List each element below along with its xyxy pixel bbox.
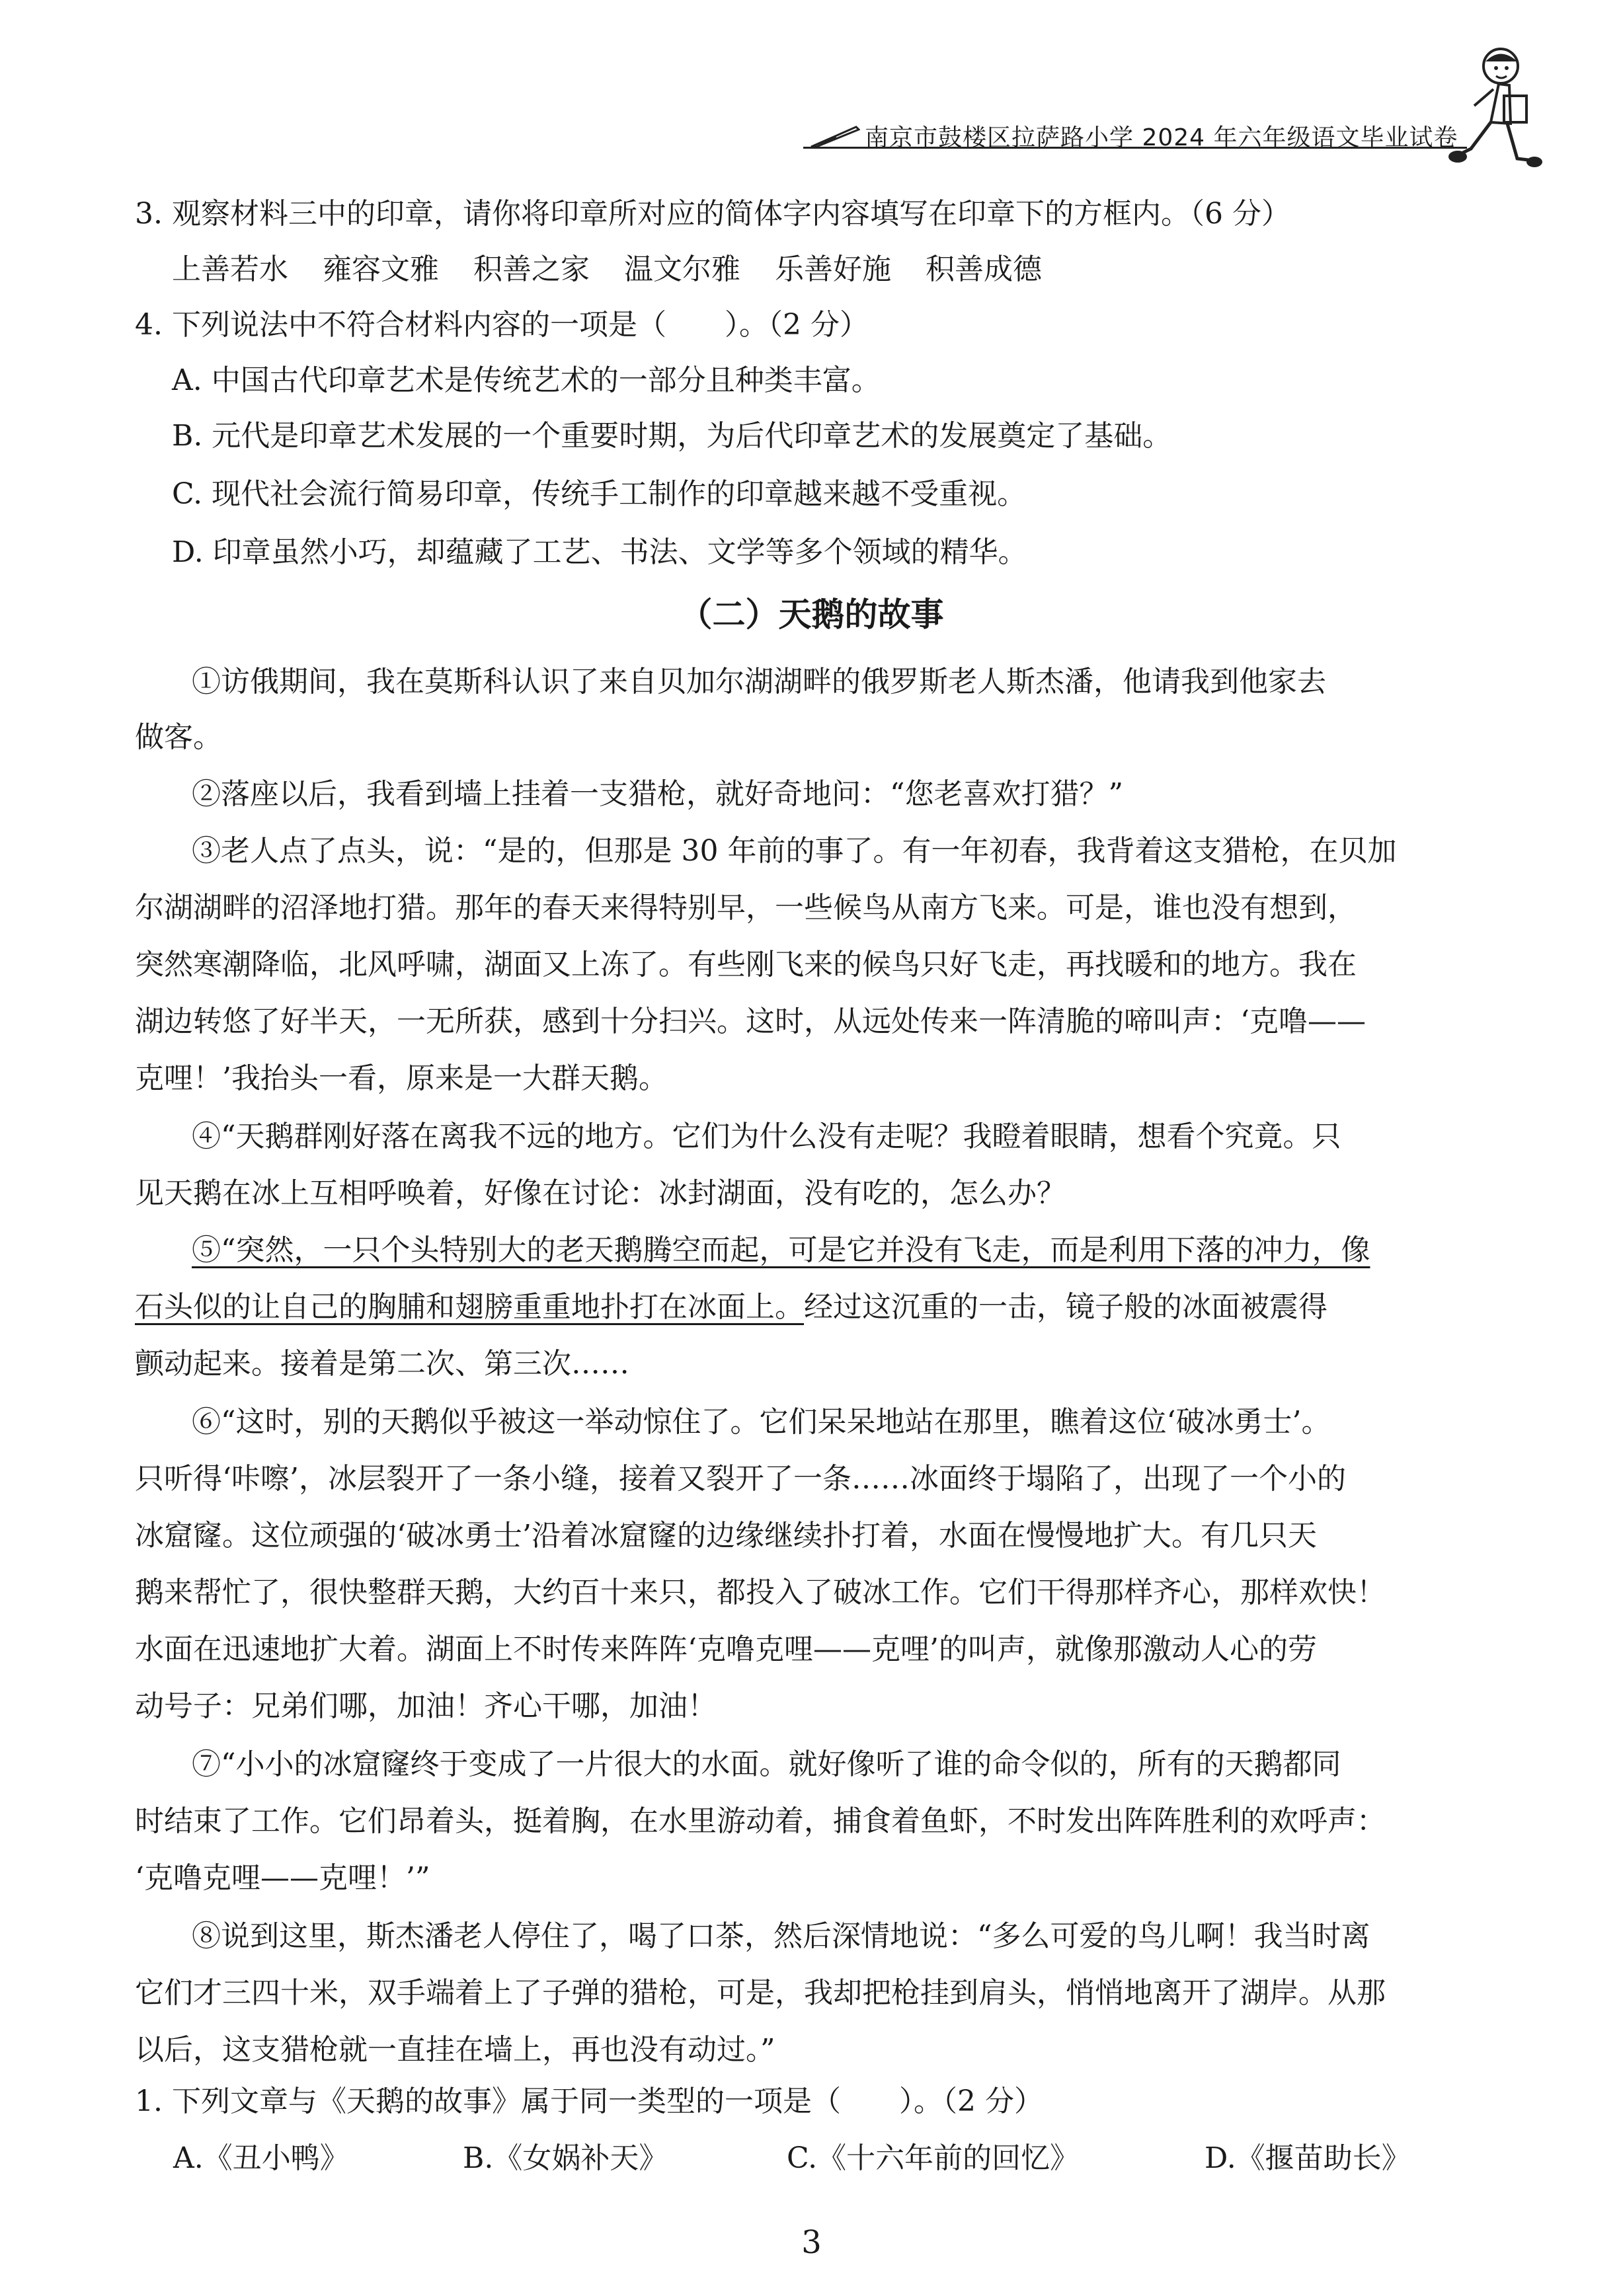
story-line: 只听得‘咔嚓’，冰层裂开了一条小缝，接着又裂开了一条……冰面终于塌陷了，出现了一个小的 — [135, 1462, 1346, 1496]
story-line: ②落座以后，我看到墙上挂着一支猎枪，就好奇地问：“您老喜欢打猎？” — [192, 777, 1123, 811]
story-line: 尔湖湖畔的沼泽地打猎。那年的春天来得特别早，一些候鸟从南方飞来。可是，谁也没有想到， — [135, 891, 1357, 925]
story-line: 动号子：兄弟们哪，加油！齐心干哪，加油！ — [135, 1689, 717, 1723]
page-number: 3 — [801, 2224, 822, 2261]
question-1: 1. 下列文章与《天鹅的故事》属于同一类型的一项是（ ）。（2 分） — [135, 2085, 1043, 2118]
seal-word: 积善之家 — [473, 252, 590, 286]
seal-word: 温文尔雅 — [624, 252, 740, 286]
story-line: 冰窟窿。这位顽强的‘破冰勇士’沿着冰窟窿的边缘继续扑打着，水面在慢慢地扩大。有几只天 — [135, 1519, 1317, 1552]
question-1-option-a: A.《丑小鸭》 — [173, 2141, 349, 2175]
story-line: 鹅来帮忙了，很快整群天鹅，大约百十来只，都投入了破冰工作。它们干得那样齐心，那样欢快！ — [135, 1576, 1386, 1609]
underlined-story-line-part — [135, 1287, 1327, 1327]
story-line-rest: 经过这沉重的一击，镜子般的冰面被震得 — [804, 1290, 1327, 1324]
story-line: 颤动起来。接着是第二次、第三次…… — [135, 1347, 629, 1381]
seal-word: 乐善好施 — [775, 252, 891, 286]
seal-word: 雍容文雅 — [323, 252, 439, 286]
question-1-option-d: D.《揠苗助长》 — [1205, 2141, 1411, 2175]
story-line: ⑦“小小的冰窟窿终于变成了一片很大的水面。就好像听了谁的命令似的，所有的天鹅都同 — [192, 1747, 1341, 1781]
seal-word: 积善成德 — [926, 252, 1042, 286]
question-4-option-a: A. 中国古代印章艺术是传统艺术的一部分且种类丰富。 — [172, 364, 881, 397]
underlined-sentence-end: 石头似的让自己的胸脯和翅膀重重地扑打在冰面上。 — [135, 1290, 804, 1324]
question-4-option-c: C. 现代社会流行简易印章，传统手工制作的印章越来越不受重视。 — [172, 477, 1027, 511]
story-line: 时结束了工作。它们昂着头，挺着胸，在水里游动着，捕食着鱼虾，不时发出阵阵胜利的欢呼声： — [135, 1804, 1386, 1838]
story-line: ④“天鹅群刚好落在离我不远的地方。它们为什么没有走呢？我瞪着眼睛，想看个究竟。只 — [192, 1120, 1341, 1153]
seal-word: 上善若水 — [172, 252, 288, 286]
story-line: ⑥“这时，别的天鹅似乎被这一举动惊住了。它们呆呆地站在那里，瞧着这位‘破冰勇士’。 — [192, 1405, 1331, 1439]
question-1-option-b: B.《女娲补天》 — [463, 2141, 668, 2175]
story-line: ‘克噜克哩——克哩！’” — [135, 1861, 430, 1895]
story-title: （二）天鹅的故事 — [679, 595, 944, 634]
question-4: 4. 下列说法中不符合材料内容的一项是（ ）。（2 分） — [135, 308, 869, 342]
underlined-story-line: ⑤“突然，一只个头特别大的老天鹅腾空而起，可是它并没有飞走，而是利用下落的冲力，像 — [192, 1233, 1370, 1267]
story-line: 突然寒潮降临，北风呼啸，湖面又上冻了。有些刚飞来的候鸟只好飞走，再找暖和的地方。我在 — [135, 948, 1357, 981]
story-line: 做客。 — [135, 720, 222, 754]
seal-word-list — [172, 250, 1067, 289]
story-line: 湖边转悠了好半天，一无所获，感到十分扫兴。这时，从远处传来一阵清脆的啼叫声：‘克噜—— — [135, 1005, 1366, 1038]
question-3: 3. 观察材料三中的印章，请你将印章所对应的简体字内容填写在印章下的方框内。（6 分） — [135, 197, 1290, 231]
story-line: ③老人点了点头，说：“是的，但那是 30 年前的事了。有一年初春，我背着这支猎枪，在贝加 — [192, 834, 1397, 868]
story-line: 它们才三四十米，双手端着上了子弹的猎枪，可是，我却把枪挂到肩头，悄悄地离开了湖岸。从那 — [135, 1976, 1386, 2010]
story-line: 以后，这支猎枪就一直挂在墙上，再也没有动过。” — [135, 2033, 775, 2067]
running-student-icon — [1438, 43, 1544, 175]
story-line: 水面在迅速地扩大着。湖面上不时传来阵阵‘克噜克哩——克哩’的叫声，就像那激动人心的劳 — [135, 1632, 1317, 1666]
exam-header-title: 南京市鼓楼区拉萨路小学 2024 年六年级语文毕业试卷 — [865, 124, 1458, 151]
question-1-option-c: C.《十六年前的回忆》 — [787, 2141, 1080, 2175]
story-line: 克哩！’我抬头一看，原来是一大群天鹅。 — [135, 1061, 668, 1095]
header-rule — [803, 147, 1467, 149]
pen-nib-icon — [810, 124, 860, 148]
question-4-option-b: B. 元代是印章艺术发展的一个重要时期，为后代印章艺术的发展奠定了基础。 — [172, 419, 1172, 453]
question-4-option-d: D. 印章虽然小巧，却蕴藏了工艺、书法、文学等多个领域的精华。 — [172, 535, 1027, 569]
story-line: ①访俄期间，我在莫斯科认识了来自贝加尔湖湖畔的俄罗斯老人斯杰潘，他请我到他家去 — [192, 665, 1326, 699]
story-line: 见天鹅在冰上互相呼唤着，好像在讨论：冰封湖面，没有吃的，怎么办？ — [135, 1176, 1066, 1210]
story-line: ⑧说到这里，斯杰潘老人停住了，喝了口茶，然后深情地说：“多么可爱的鸟儿啊！我当时离 — [192, 1919, 1370, 1953]
